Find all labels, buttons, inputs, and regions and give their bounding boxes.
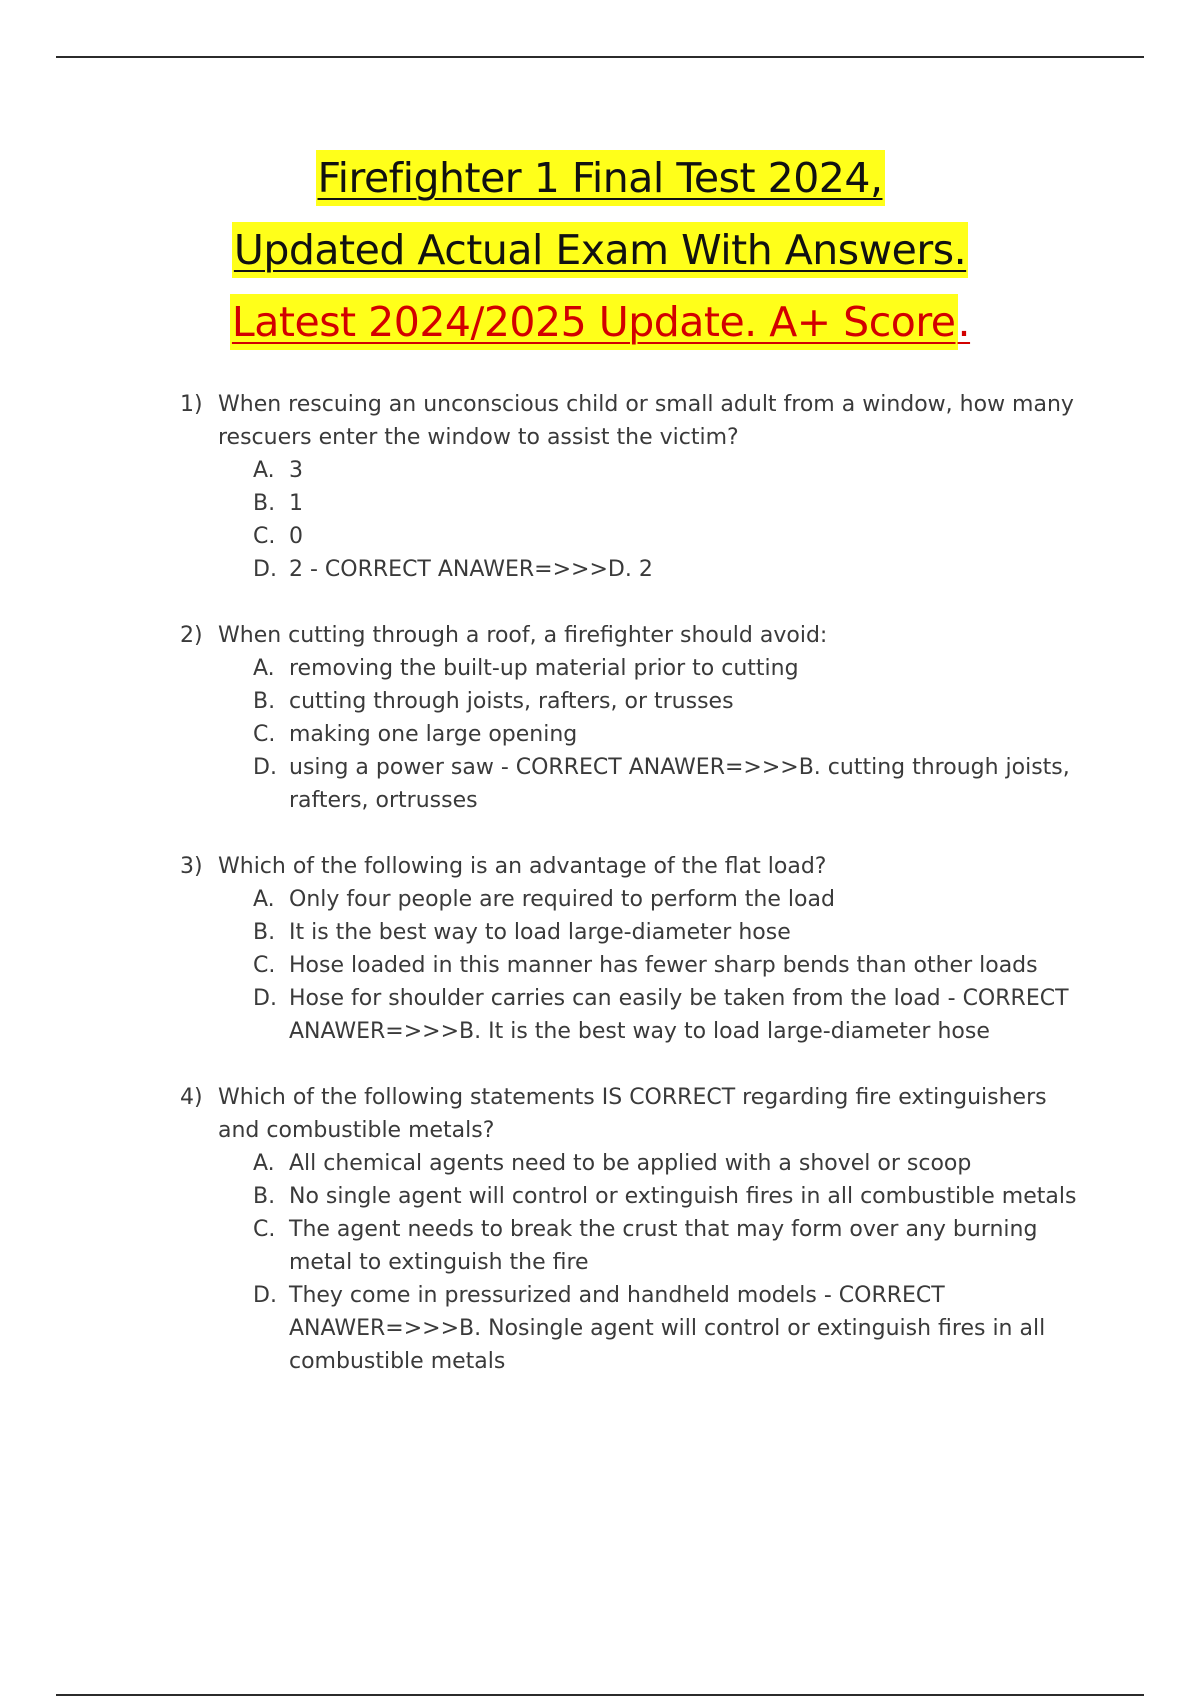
answer-option [253, 1279, 1080, 1378]
answer-option [253, 1213, 1080, 1279]
question-2 [180, 619, 1080, 817]
option-text: using a power saw - CORRECT ANAWER=>>>B. cutting through joists, rafters, ortrusses [289, 755, 1070, 813]
option-letter: B. [253, 689, 276, 714]
question-list [180, 388, 1080, 1411]
option-text: removing the built-up material prior to cutting [289, 656, 799, 681]
option-letter: C. [253, 524, 276, 549]
option-letter: D. [253, 1283, 277, 1308]
answer-option [253, 454, 1080, 487]
answer-option [253, 1147, 1080, 1180]
option-text: 0 [289, 524, 303, 549]
option-text: 2 - CORRECT ANAWER=>>>D. 2 [289, 557, 653, 582]
question-text: Which of the following is an advantage of the flat load? [218, 854, 827, 879]
answer-option [253, 982, 1080, 1048]
answer-option [253, 751, 1080, 817]
question-number: 1) [180, 392, 203, 417]
answer-option [253, 520, 1080, 553]
option-text: making one large opening [289, 722, 578, 747]
option-text: No single agent will control or extinguish fires in all combustible metals [289, 1184, 1077, 1209]
question-1 [180, 388, 1080, 586]
question-text: When cutting through a roof, a firefighter should avoid: [218, 623, 828, 648]
option-text: cutting through joists, rafters, or trusses [289, 689, 734, 714]
option-letter: C. [253, 953, 276, 978]
answer-option [253, 487, 1080, 520]
question-3 [180, 850, 1080, 1048]
top-rule [56, 56, 1144, 58]
bottom-rule [56, 1694, 1144, 1696]
question-number: 3) [180, 854, 203, 879]
answer-option [253, 553, 1080, 586]
option-letter: A. [253, 656, 275, 681]
answer-option [253, 883, 1080, 916]
question-4 [180, 1081, 1080, 1378]
answer-options [253, 454, 1080, 586]
title-line-2: Updated Actual Exam With Answers. [0, 214, 1200, 286]
option-letter: D. [253, 557, 277, 582]
answer-option [253, 652, 1080, 685]
answer-options [253, 1147, 1080, 1378]
document-title [0, 142, 1200, 358]
question-number: 4) [180, 1085, 203, 1110]
answer-option [253, 916, 1080, 949]
option-letter: B. [253, 920, 276, 945]
option-letter: D. [253, 755, 277, 780]
answer-option [253, 949, 1080, 982]
option-text: Hose for shoulder carries can easily be taken from the load - CORRECT ANAWER=>>>B. It is the best way to load large-diameter hose [289, 986, 1069, 1044]
option-letter: B. [253, 1184, 276, 1209]
answer-option [253, 685, 1080, 718]
answer-option [253, 1180, 1080, 1213]
option-letter: A. [253, 887, 275, 912]
question-text: When rescuing an unconscious child or small adult from a window, how many rescuers enter the window to assist the victim? [218, 392, 1074, 450]
question-number: 2) [180, 623, 203, 648]
option-text: All chemical agents need to be applied with a shovel or scoop [289, 1151, 972, 1176]
answer-options [253, 652, 1080, 817]
answer-option [253, 718, 1080, 751]
option-text: It is the best way to load large-diameter hose [289, 920, 791, 945]
answer-options [253, 883, 1080, 1048]
option-letter: C. [253, 1217, 276, 1242]
option-text: The agent needs to break the crust that may form over any burning metal to extinguish the fire [289, 1217, 1038, 1275]
option-text: 1 [289, 491, 303, 516]
option-letter: D. [253, 986, 277, 1011]
option-letter: C. [253, 722, 276, 747]
title-line-3: Latest 2024/2025 Update. A+ Score. [0, 286, 1200, 358]
option-text: 3 [289, 458, 303, 483]
option-letter: A. [253, 1151, 275, 1176]
option-text: Hose loaded in this manner has fewer sharp bends than other loads [289, 953, 1038, 978]
title-line-1: Firefighter 1 Final Test 2024, [0, 142, 1200, 214]
option-text: Only four people are required to perform the load [289, 887, 835, 912]
title-line-3-period: . [957, 298, 971, 346]
option-text: They come in pressurized and handheld models - CORRECT ANAWER=>>>B. Nosingle agent will control or extinguish fires in all combustible metals [289, 1283, 1046, 1374]
option-letter: A. [253, 458, 275, 483]
question-text: Which of the following statements IS CORRECT regarding fire extinguishers and combustible metals? [218, 1085, 1047, 1143]
option-letter: B. [253, 491, 276, 516]
